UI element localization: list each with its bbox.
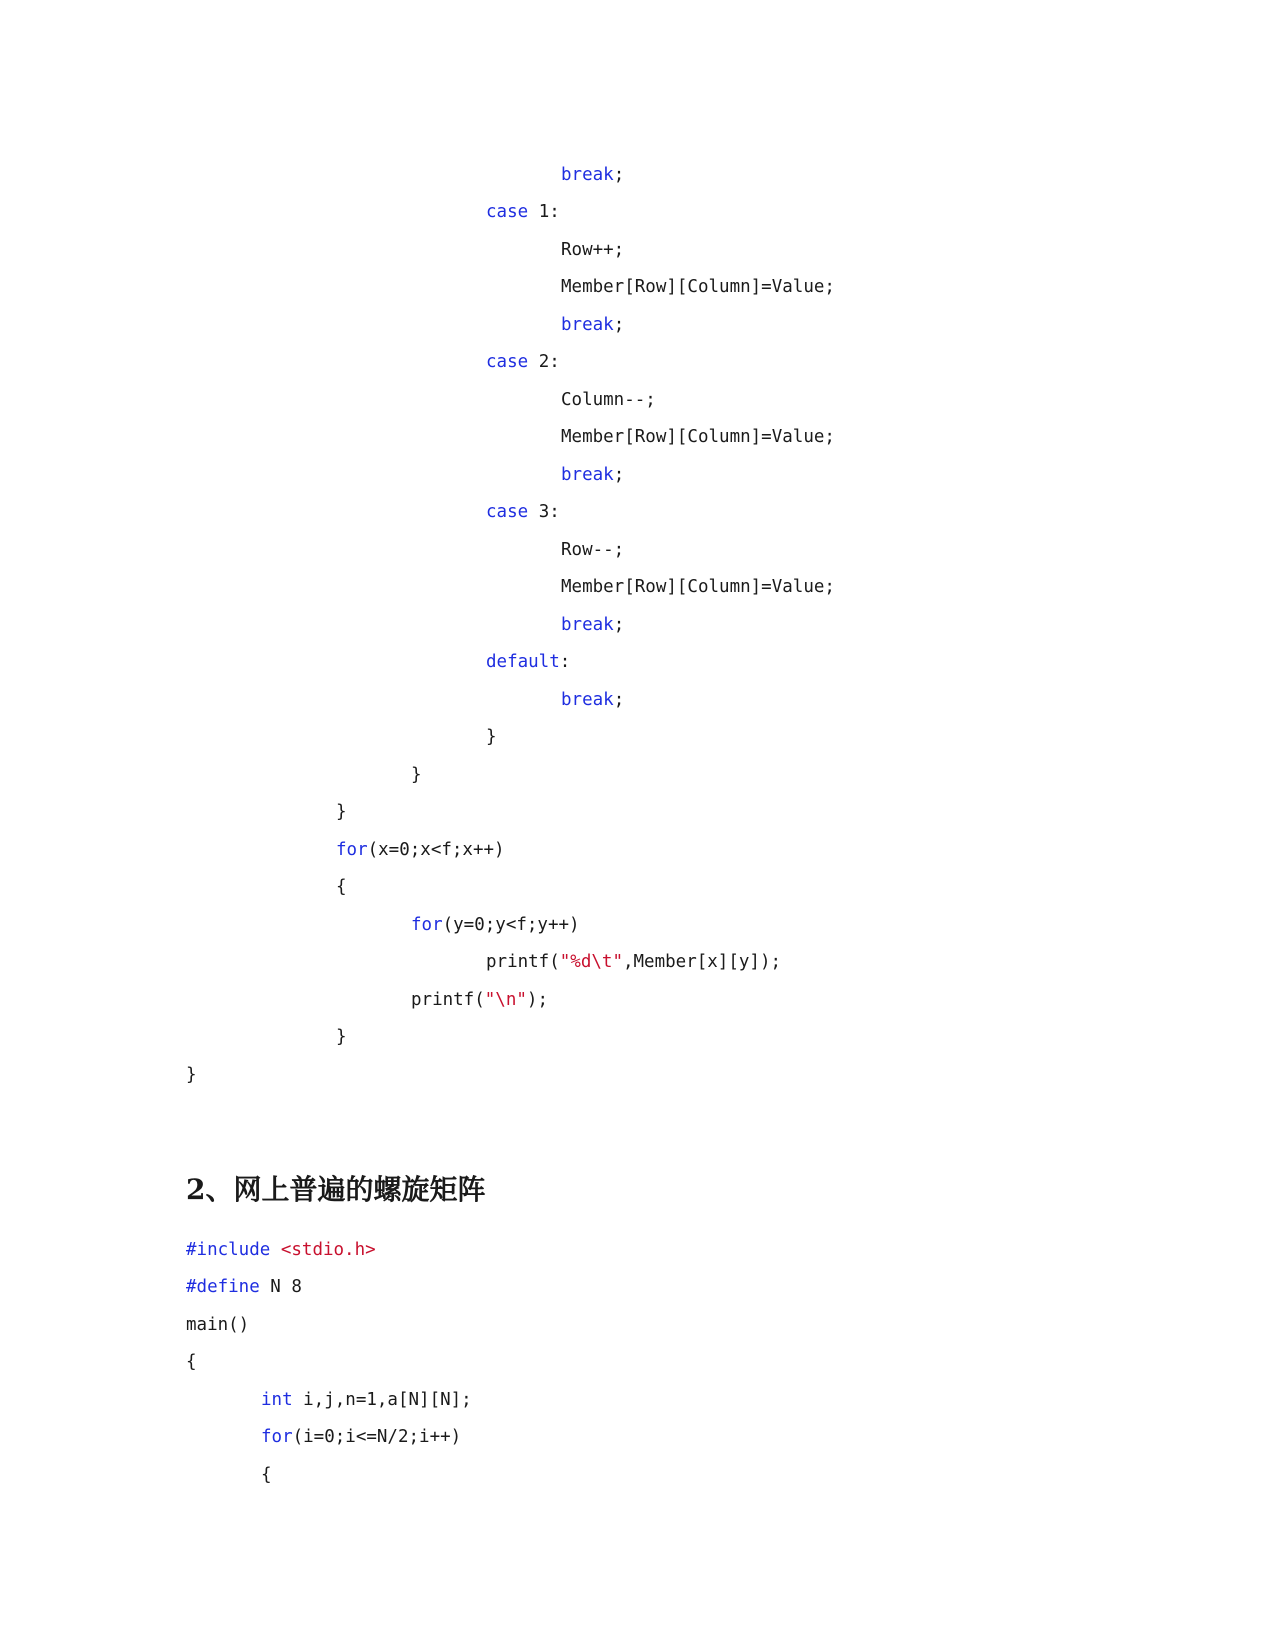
code-top-line xyxy=(186,1064,197,1086)
code-bottom-line xyxy=(261,1464,272,1486)
code-top-line xyxy=(561,239,624,261)
code-top-line xyxy=(561,314,624,336)
code-top-line xyxy=(561,464,624,486)
code-keyword: break xyxy=(561,690,614,710)
code-bottom-line xyxy=(186,1239,376,1261)
code-keyword: case xyxy=(486,352,529,372)
code-keyword: break xyxy=(561,615,614,635)
code-string: "\n" xyxy=(484,990,527,1010)
code-top-line xyxy=(336,876,347,898)
code-token: ; xyxy=(613,690,625,710)
code-token: Member[Row][Column]=Value; xyxy=(561,277,835,297)
code-string: <stdio.h> xyxy=(280,1240,376,1260)
code-token: 2: xyxy=(528,352,560,372)
code-token: ; xyxy=(613,165,625,185)
code-token: : xyxy=(559,652,571,672)
code-bottom-line xyxy=(261,1426,461,1448)
code-keyword: default xyxy=(486,652,560,672)
code-token: { xyxy=(336,877,347,897)
code-keyword: break xyxy=(561,165,614,185)
code-string: "%d\t" xyxy=(559,952,623,972)
code-keyword: for xyxy=(261,1427,293,1447)
code-top-line xyxy=(411,914,580,936)
code-top-line xyxy=(486,351,560,373)
code-bottom-line xyxy=(186,1276,302,1298)
code-token: Member[Row][Column]=Value; xyxy=(561,427,835,447)
code-token: (x=0;x<f;x++) xyxy=(367,840,505,860)
code-token: printf( xyxy=(486,952,560,972)
code-token: } xyxy=(336,1027,347,1047)
code-token: 3: xyxy=(528,502,560,522)
code-top-line xyxy=(486,501,560,523)
code-token: Column--; xyxy=(561,390,656,410)
code-token: Member[Row][Column]=Value; xyxy=(561,577,835,597)
code-bottom-line xyxy=(261,1389,472,1411)
code-token: (y=0;y<f;y++) xyxy=(442,915,580,935)
code-token: ; xyxy=(613,465,625,485)
code-token: } xyxy=(186,1065,197,1085)
code-top-line xyxy=(486,651,570,673)
code-top-line xyxy=(561,426,835,448)
code-top-line xyxy=(411,989,548,1011)
code-top-line xyxy=(486,201,560,223)
code-token: Row--; xyxy=(561,540,625,560)
code-bottom-line xyxy=(186,1351,197,1373)
code-keyword: case xyxy=(486,202,529,222)
code-token: N 8 xyxy=(259,1277,302,1297)
code-token: Row++; xyxy=(561,240,625,260)
code-token: ,Member[x][y]); xyxy=(622,952,782,972)
code-keyword: case xyxy=(486,502,529,522)
code-token: { xyxy=(186,1352,197,1372)
code-token: ; xyxy=(613,615,625,635)
section-heading: 2、网上普遍的螺旋矩阵 xyxy=(186,1173,486,1206)
code-top-line xyxy=(561,389,656,411)
code-top-line xyxy=(561,689,624,711)
code-token: } xyxy=(411,765,422,785)
code-token: ); xyxy=(526,990,548,1010)
code-token: { xyxy=(261,1465,272,1485)
code-top-line xyxy=(561,276,835,298)
code-top-line xyxy=(336,1026,347,1048)
code-top-line xyxy=(486,726,497,748)
code-keyword: break xyxy=(561,315,614,335)
code-token: i,j,n=1,a[N][N]; xyxy=(292,1390,472,1410)
code-keyword: int xyxy=(261,1390,293,1410)
code-top-line xyxy=(561,539,624,561)
code-top-line xyxy=(561,164,624,186)
code-top-line xyxy=(411,764,422,786)
code-token: main() xyxy=(186,1315,250,1335)
code-top-line xyxy=(561,576,835,598)
code-top-line xyxy=(561,614,624,636)
code-token xyxy=(270,1240,281,1260)
code-top-line xyxy=(336,839,505,861)
code-token: (i=0;i<=N/2;i++) xyxy=(292,1427,462,1447)
code-token: printf( xyxy=(411,990,485,1010)
code-token: 1: xyxy=(528,202,560,222)
code-keyword: for xyxy=(411,915,443,935)
code-preprocessor: #include xyxy=(186,1240,271,1260)
code-token: } xyxy=(486,727,497,747)
code-top-line xyxy=(336,801,347,823)
code-keyword: for xyxy=(336,840,368,860)
code-preprocessor: #define xyxy=(186,1277,260,1297)
code-keyword: break xyxy=(561,465,614,485)
code-token: ; xyxy=(613,315,625,335)
code-bottom-line xyxy=(186,1314,249,1336)
code-top-line xyxy=(486,951,781,973)
code-token: } xyxy=(336,802,347,822)
